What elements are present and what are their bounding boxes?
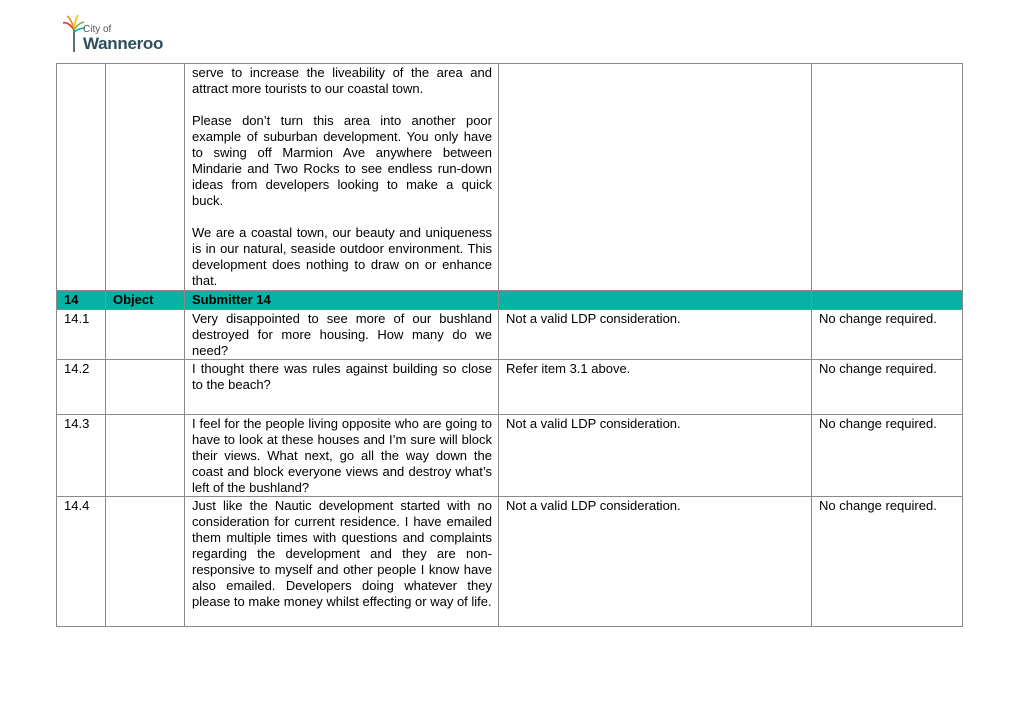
comment-cell: I thought there was rules against building so close to the beach? — [185, 360, 499, 415]
submitter-title: Submitter 14 — [185, 291, 499, 310]
response-cell: Not a valid LDP consideration. — [499, 310, 812, 360]
item-id: 14.3 — [57, 415, 106, 497]
cell-empty — [57, 64, 106, 291]
cell-empty — [106, 415, 185, 497]
item-id: 14.4 — [57, 497, 106, 627]
outcome-cell: No change required. — [812, 360, 963, 415]
cell-empty — [106, 64, 185, 291]
comment-paragraph: Please don’t turn this area into another poor example of suburban development. You only have to swing off Marmion Ave anywhere between Mindarie and Two Rocks to see endless run-down ideas from developers looking to make a quick buck. — [192, 113, 492, 208]
table-row — [57, 310, 963, 360]
comment-cell — [185, 64, 499, 291]
comment-paragraph: serve to increase the liveability of the area and attract more tourists to our coastal town. — [192, 65, 492, 96]
comment-paragraph: We are a coastal town, our beauty and uniqueness is in our natural, seaside outdoor environment. This development does nothing to draw on or enhance that. — [192, 225, 492, 288]
logo-city-of-text: City of — [83, 24, 112, 35]
table-row-continuation — [57, 64, 963, 291]
table-row — [57, 497, 963, 627]
submission-type: Object — [106, 291, 185, 310]
cell-empty — [106, 497, 185, 627]
cell-empty — [499, 64, 812, 291]
item-id: 14.2 — [57, 360, 106, 415]
cell-empty — [106, 310, 185, 360]
outcome-cell: No change required. — [812, 415, 963, 497]
comment-cell: I feel for the people living opposite who are going to have to look at these houses and I’m sure will block their views. What next, go all the way down the coast and block everyone views and destroy what’s left of the bushland? — [185, 415, 499, 497]
submitter-header-row — [57, 291, 963, 310]
table-row — [57, 360, 963, 415]
cell-empty — [106, 360, 185, 415]
response-cell: Not a valid LDP consideration. — [499, 497, 812, 627]
submissions-table — [56, 63, 963, 627]
city-of-wanneroo-logo — [62, 14, 182, 58]
submitter-number: 14 — [57, 291, 106, 310]
item-id: 14.1 — [57, 310, 106, 360]
outcome-cell: No change required. — [812, 497, 963, 627]
table-row — [57, 415, 963, 497]
cell-empty — [499, 291, 812, 310]
cell-empty — [812, 64, 963, 291]
cell-empty — [812, 291, 963, 310]
outcome-cell: No change required. — [812, 310, 963, 360]
comment-cell: Very disappointed to see more of our bushland destroyed for more housing. How many do we need? — [185, 310, 499, 360]
comment-cell: Just like the Nautic development started with no consideration for current residence. I have emailed them multiple times with questions and complaints regarding the development and they are non-responsive to myself and other people I know have also emailed. Developers doing whatever they please to make money whilst effecting or way of life. — [185, 497, 499, 627]
response-cell: Not a valid LDP consideration. — [499, 415, 812, 497]
response-cell: Refer item 3.1 above. — [499, 360, 812, 415]
logo-wanneroo-text: Wanneroo — [83, 34, 164, 53]
